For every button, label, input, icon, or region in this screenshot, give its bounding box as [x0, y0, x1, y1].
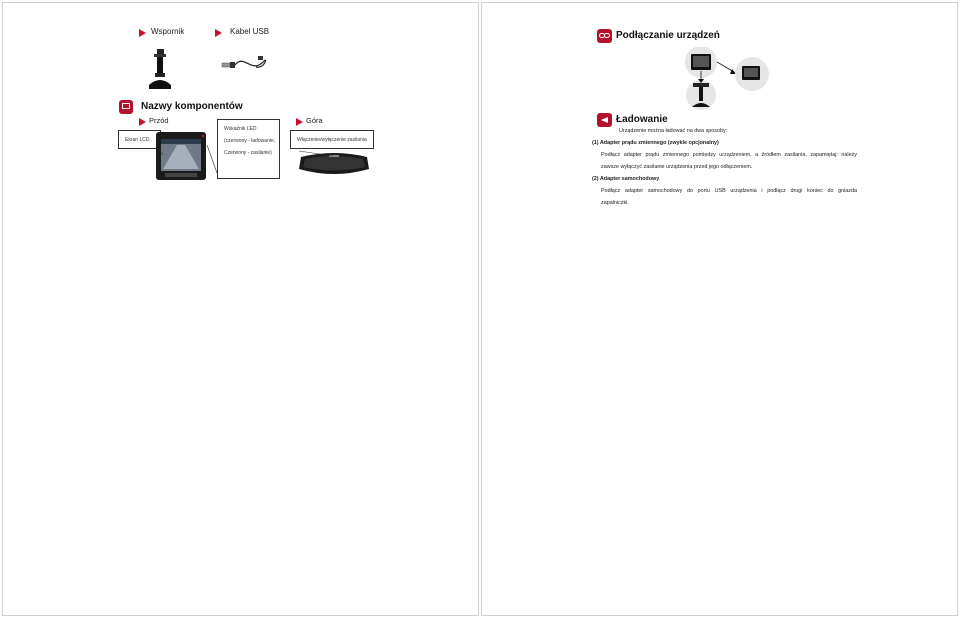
led-label: Wskaźnik LED [224, 126, 257, 132]
components-title: Nazwy komponentów [141, 101, 243, 112]
mount-image [143, 47, 177, 93]
link-icon [597, 29, 612, 43]
charging-intro: Urządzenie można ładować na dwa sposoby: [619, 128, 728, 134]
megaphone-icon [597, 113, 612, 127]
charging-item2-line2: zapalniczki. [601, 200, 629, 206]
usb-cable-image [220, 53, 270, 75]
charging-item1-line1: Podłącz adapter prądu zmiennego pomiędzy urządzeniem, a źródłem zasilania, zapamiętaj: należy [601, 152, 857, 158]
red-triangle-icon [139, 118, 146, 126]
red-triangle-icon [139, 29, 146, 37]
red-triangle-icon [215, 29, 222, 37]
led-desc-2: Czerwony - zasilanie) [224, 150, 272, 156]
power-label-box [290, 130, 374, 149]
charging-item2-line1: Podłącz adapter samochodowy do portu USB urządzenia i podłącz drugi koniec do gniazda [601, 188, 857, 194]
charging-title: Ładowanie [616, 114, 668, 125]
screen-icon [119, 100, 133, 114]
connector-lines [153, 143, 223, 183]
mount-label: Wspornik [151, 27, 185, 36]
led-label-box [217, 119, 280, 179]
front-label: Przód [149, 116, 169, 125]
led-desc-1: (czerwony - ładowanie, [224, 138, 276, 144]
charging-item1-line2: zawsze wyłączyć zasilanie urządzenia przed jego odłączeniem. [601, 164, 753, 170]
connection-diagram [682, 47, 772, 111]
usb-cable-label: Kabel USB [230, 27, 270, 36]
right-page [481, 2, 958, 616]
left-page [2, 2, 479, 616]
charging-item2-title: (2) Adapter samochodowy [592, 176, 660, 182]
power-label: Włączenie/wyłączenie zasilania [297, 137, 367, 143]
red-triangle-icon [296, 118, 303, 126]
lcd-label: Ekran LCD [125, 137, 150, 143]
connecting-title: Podłączanie urządzeń [616, 30, 720, 41]
charging-item1-title: (1) Adapter prądu zmiennego (zwykle opcjonalny) [592, 140, 719, 146]
device-top-image [295, 149, 373, 179]
top-label: Góra [306, 116, 323, 125]
